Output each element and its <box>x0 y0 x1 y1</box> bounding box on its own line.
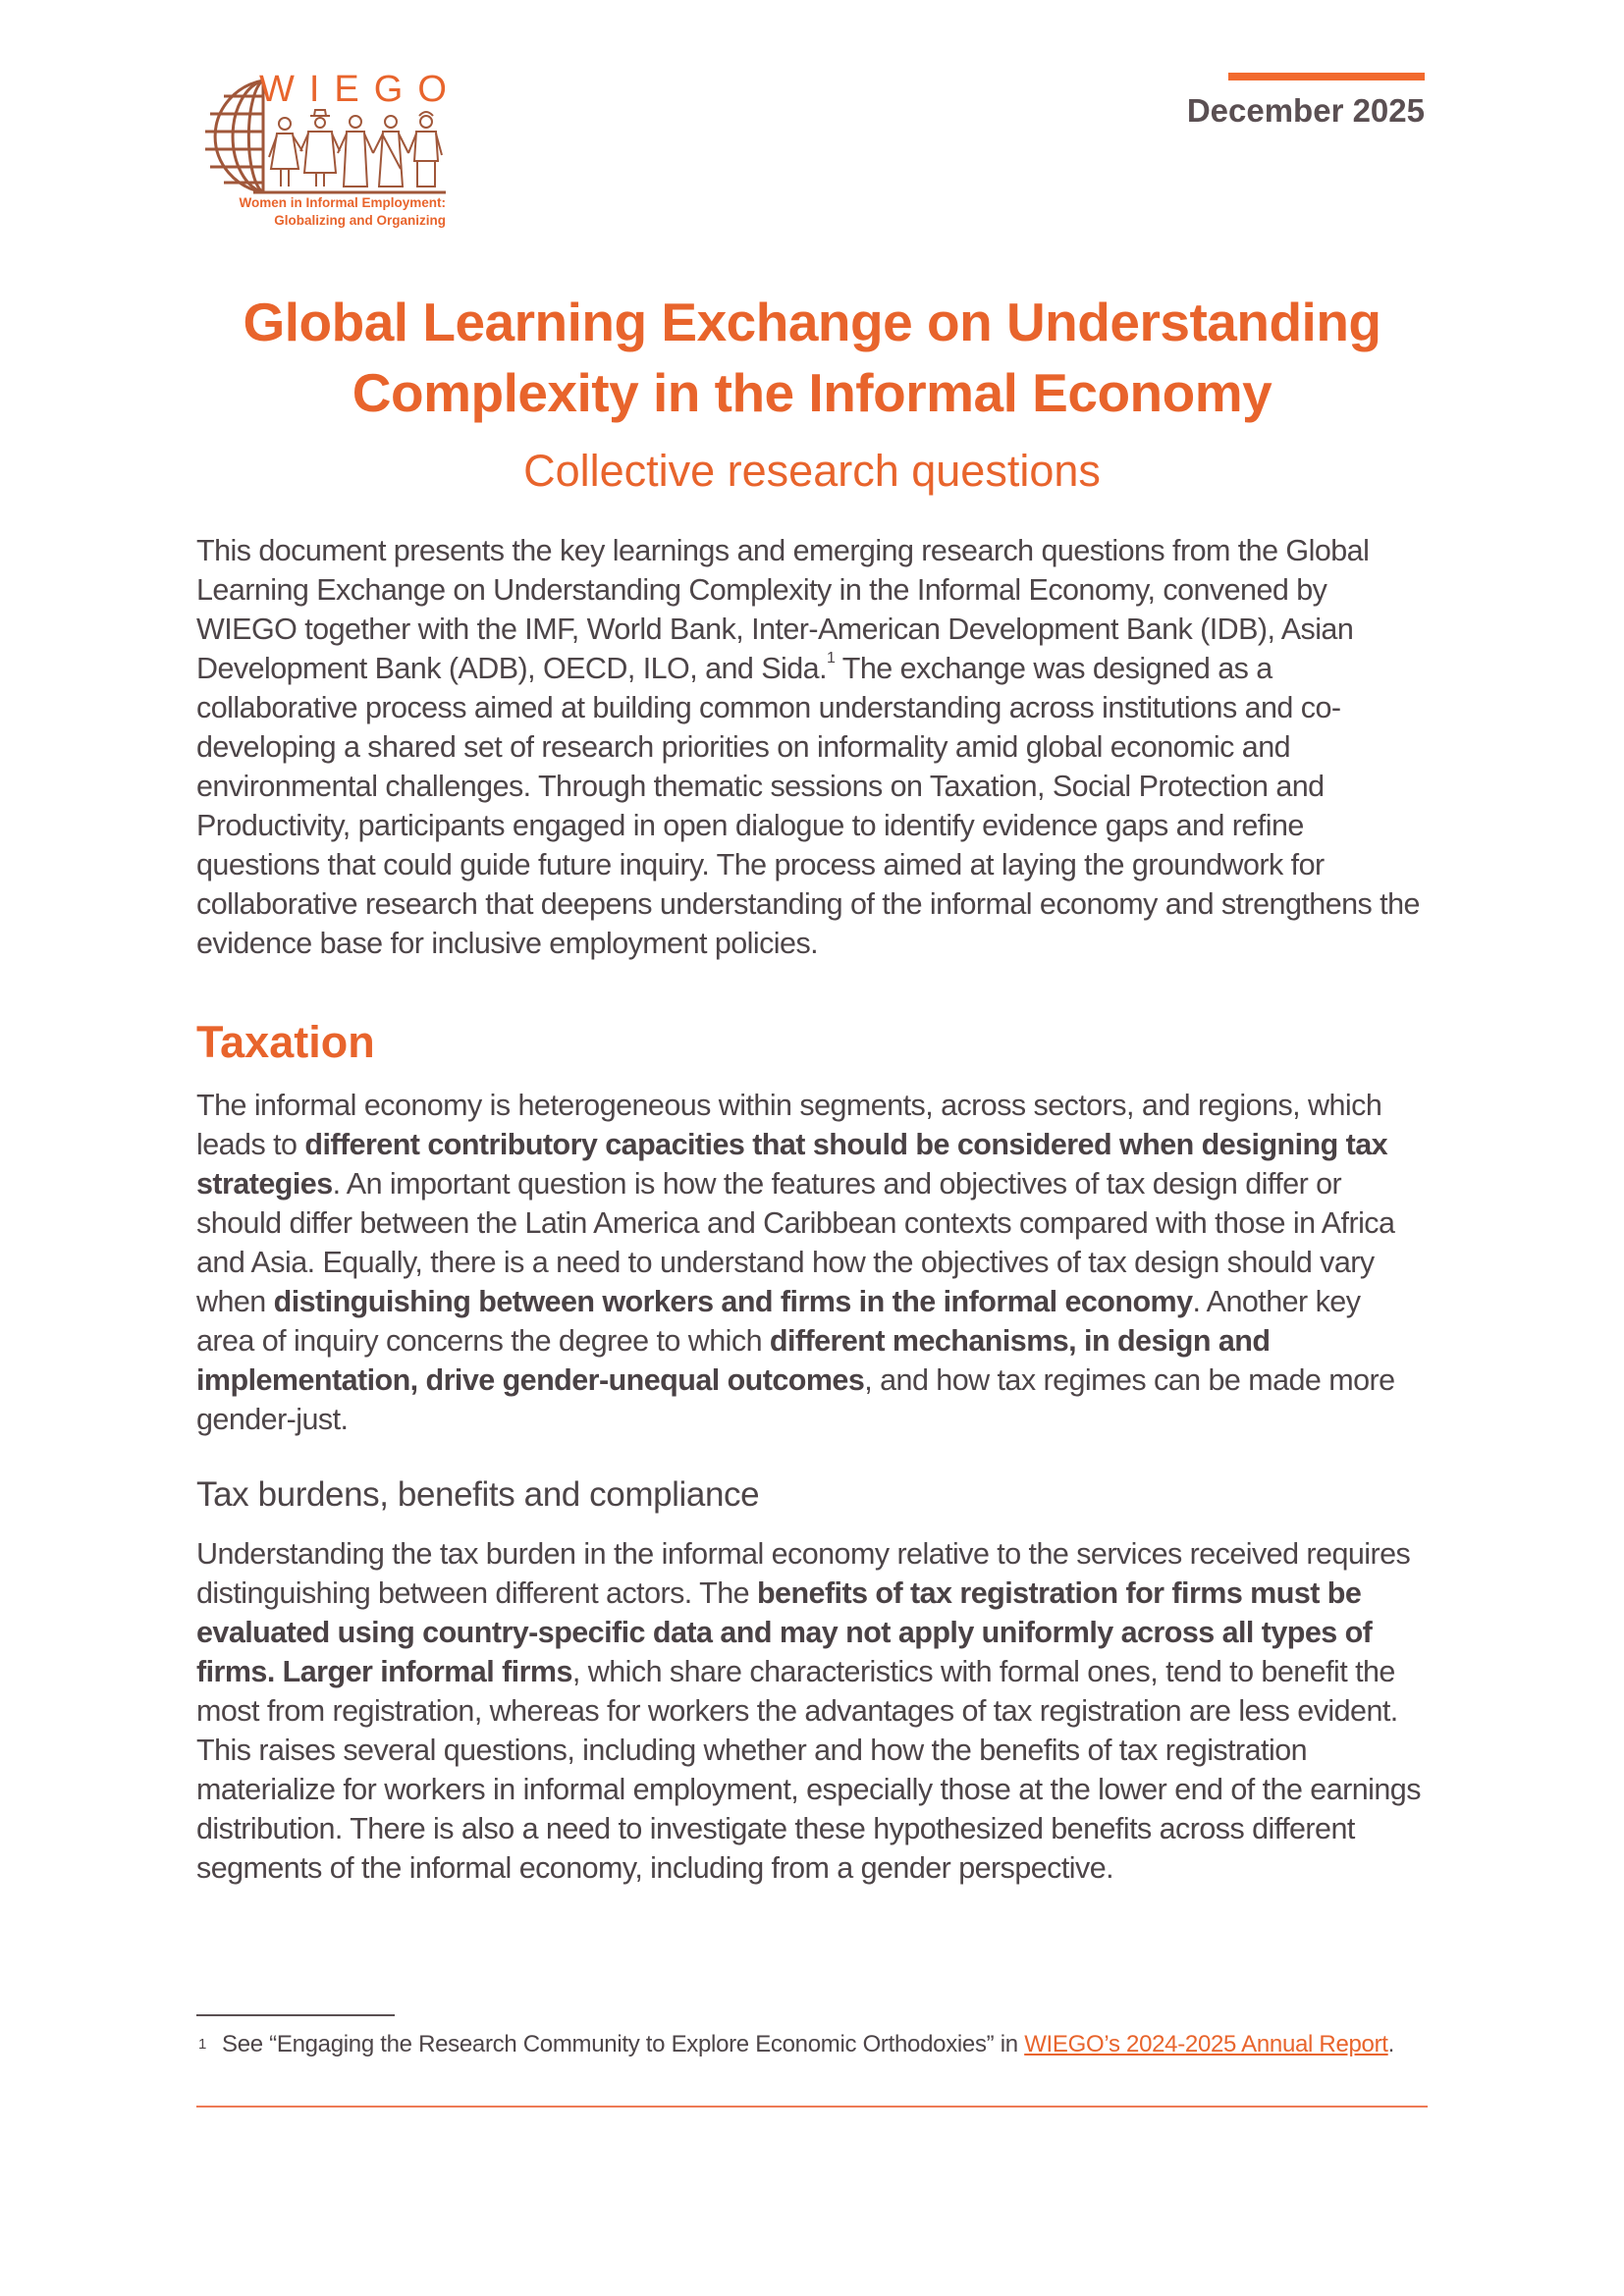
title-line-2: Complexity in the Informal Economy <box>352 362 1272 423</box>
taxation-run-text: The informal economy is heterogeneous within segments, across sectors, and regions, which leads to <box>196 1089 1382 1161</box>
intro-text-part2: The exchange was designed as a collaborative process aimed at building common understanding across institutions and co-developing a shared set of research priorities on informality amid global economic and environmental challenges. Through thematic sessions on Taxation, Social Protection and Productivity, participants engaged in open dialogue to identify evidence gaps and refine questions that could guide future inquiry. The process aimed at laying the groundwork for collaborative research that deepens understanding of the informal economy and strengthens the evidence base for inclusive employment policies. <box>196 652 1420 960</box>
title-line-1: Global Learning Exchange on Understanding <box>243 292 1381 352</box>
publication-date: December 2025 <box>1186 92 1425 129</box>
tax-burdens-run-text: , which share characteristics with formal ones, tend to benefit the most from registration, whereas for workers the advantages of tax registration are less evident. This raises several questions, including whether and how the benefits of tax registration materialize for workers in informal employment, especially those at the lower end of the earnings distribution. There is also a need to investigate these hypothesized benefits across different segments of the informal economy, including from a gender perspective. <box>196 1655 1421 1885</box>
taxation-paragraph <box>196 1086 1424 1439</box>
footnote-reference[interactable]: 1 <box>827 650 836 667</box>
logo-tagline <box>194 194 446 230</box>
taxation-run-emphasis: different contributory capacities that should be considered when designing tax strategies <box>196 1128 1388 1201</box>
logo-wordmark: WIEGO <box>259 69 461 110</box>
annual-report-link[interactable]: WIEGO’s 2024-2025 Annual Report <box>1024 2031 1388 2057</box>
taxation-run-text: . An important question is how the features and objectives of tax design differ or should differ between the Latin America and Caribbean contexts compared with those in Africa and Asia. Equally, there is a need to understand how the objectives of tax design should vary when <box>196 1167 1395 1318</box>
document-title <box>147 287 1477 428</box>
subsection-heading-tax-burdens: Tax burdens, benefits and compliance <box>196 1475 760 1514</box>
bottom-divider <box>196 2106 1428 2108</box>
taxation-run-text: , and how tax regimes can be made more gender-just. <box>196 1363 1395 1436</box>
tax-burdens-run-emphasis: benefits of tax registration for firms must be evaluated using country-specific data and may not apply uniformly across all types of firms. Larger informal firms <box>196 1576 1373 1688</box>
footnote-number: 1 <box>198 2036 207 2053</box>
footnote-separator <box>196 2014 395 2016</box>
footnote-text <box>196 2028 1424 2061</box>
logo-tagline-line1: Women in Informal Employment: <box>239 195 446 210</box>
intro-text-part1: This document presents the key learnings and emerging research questions from the Global Learning Exchange on Understanding Complexity in the Informal Economy, convened by WIEGO together with the IMF, World Bank, Inter-American Development Bank (IDB), Asian Development Bank (ADB), OECD, ILO, and Sida. <box>196 534 1370 685</box>
footnote <box>196 2028 1424 2061</box>
taxation-run-text: . Another key area of inquiry concerns the degree to which <box>196 1285 1361 1358</box>
logo-tagline-line2: Globalizing and Organizing <box>274 213 446 228</box>
wiego-logo <box>194 67 461 236</box>
footnote-period: . <box>1387 2031 1395 2057</box>
tax-burdens-paragraph <box>196 1534 1424 1888</box>
section-heading-taxation: Taxation <box>196 1017 375 1067</box>
document-subtitle: Collective research questions <box>523 446 1101 496</box>
footnote-body: See “Engaging the Research Community to Explore Economic Orthodoxies” in <box>222 2031 1025 2057</box>
date-accent-bar <box>1228 73 1425 80</box>
taxation-run-emphasis: different mechanisms, in design and implementation, drive gender-unequal outcomes <box>196 1324 1271 1397</box>
intro-paragraph <box>196 531 1424 963</box>
tax-burdens-run-text: Understanding the tax burden in the informal economy relative to the services received requires distinguishing between different actors. The <box>196 1537 1411 1610</box>
taxation-run-emphasis: distinguishing between workers and firms in the informal economy <box>273 1285 1193 1318</box>
